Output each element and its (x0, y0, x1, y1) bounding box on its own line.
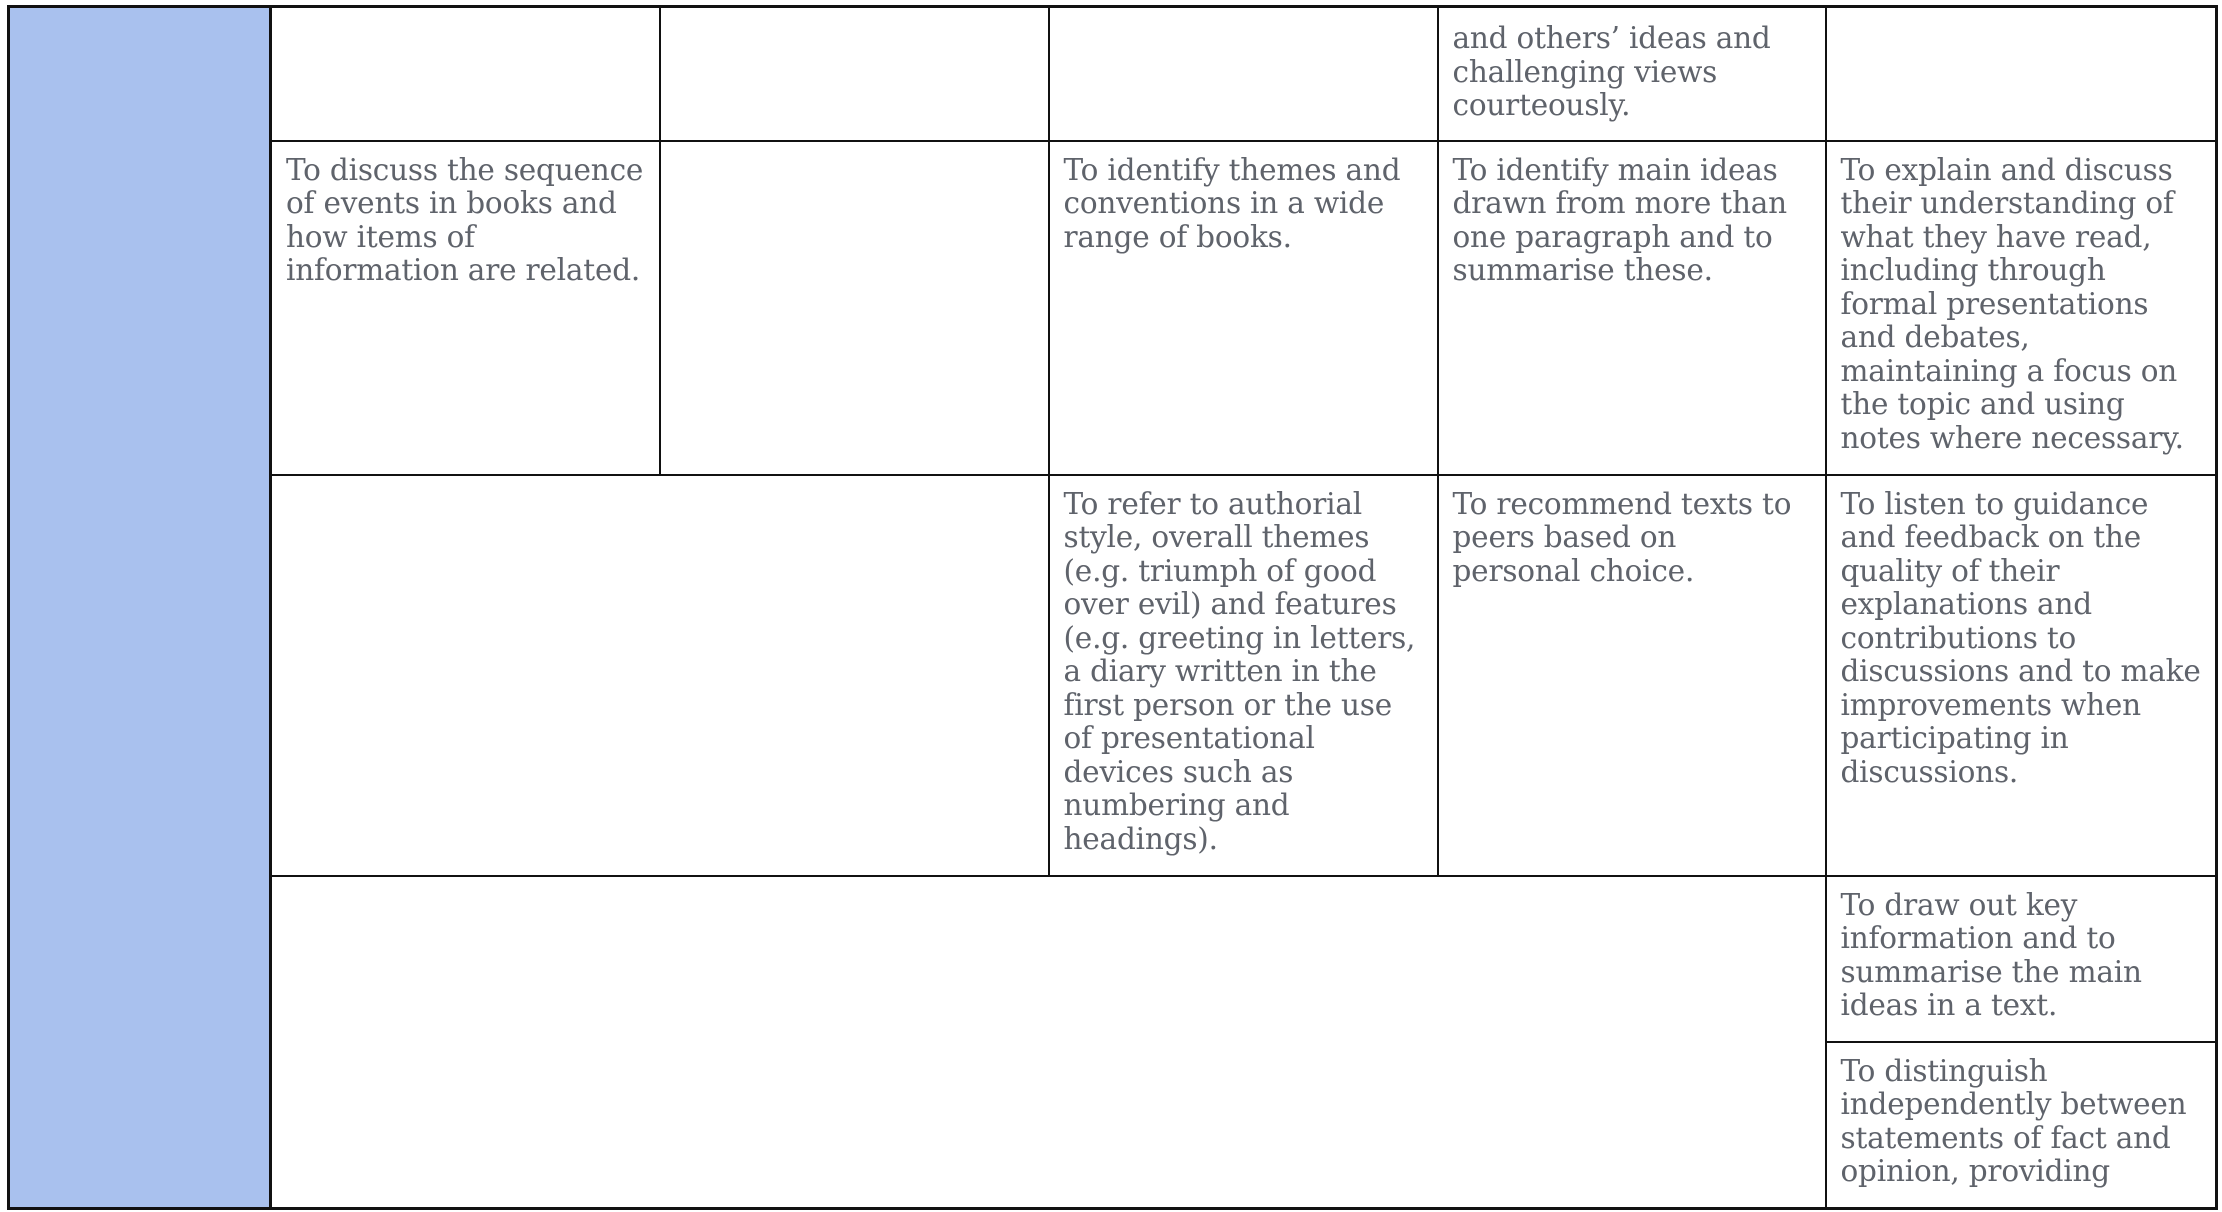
table-cell: To explain and discuss their understanding of what they have read, including through formal presentations and debates, maintaining a focus on the topic and using notes where necessary. (1826, 141, 2217, 475)
table-cell: To identify themes and conventions in a wide range of books. (1049, 141, 1438, 475)
table-cell-merged (271, 475, 1049, 876)
table-cell-merged (271, 876, 1826, 1209)
table-cell: To refer to authorial style, overall themes (e.g. triumph of good over evil) and features (e.g. greeting in letters, a diary written in the first person or the use of presentational devices such as numbering and headings). (1049, 475, 1438, 876)
table-cell: and others’ ideas and challenging views courteously. (1438, 7, 1826, 141)
reading-objectives-table (7, 5, 2218, 1210)
table-cell: To identify main ideas drawn from more than one paragraph and to summarise these. (1438, 141, 1826, 475)
sidebar-colored-column (9, 7, 271, 1209)
table-row (9, 475, 2217, 876)
table-cell: To recommend texts to peers based on personal choice. (1438, 475, 1826, 876)
table-cell: To discuss the sequence of events in books and how items of information are related. (271, 141, 660, 475)
table-cell (660, 141, 1049, 475)
table-cell: To distinguish independently between statements of fact and opinion, providing (1826, 1042, 2217, 1209)
table-cell (271, 7, 660, 141)
table-cell (1049, 7, 1438, 141)
table-row (9, 141, 2217, 475)
table-cell: To draw out key information and to summarise the main ideas in a text. (1826, 876, 2217, 1042)
table-row (9, 7, 2217, 141)
table-row (9, 876, 2217, 1042)
table-cell: To listen to guidance and feedback on the quality of their explanations and contributions to discussions and to make improvements when participating in discussions. (1826, 475, 2217, 876)
table-cell (660, 7, 1049, 141)
table-cell (1826, 7, 2217, 141)
